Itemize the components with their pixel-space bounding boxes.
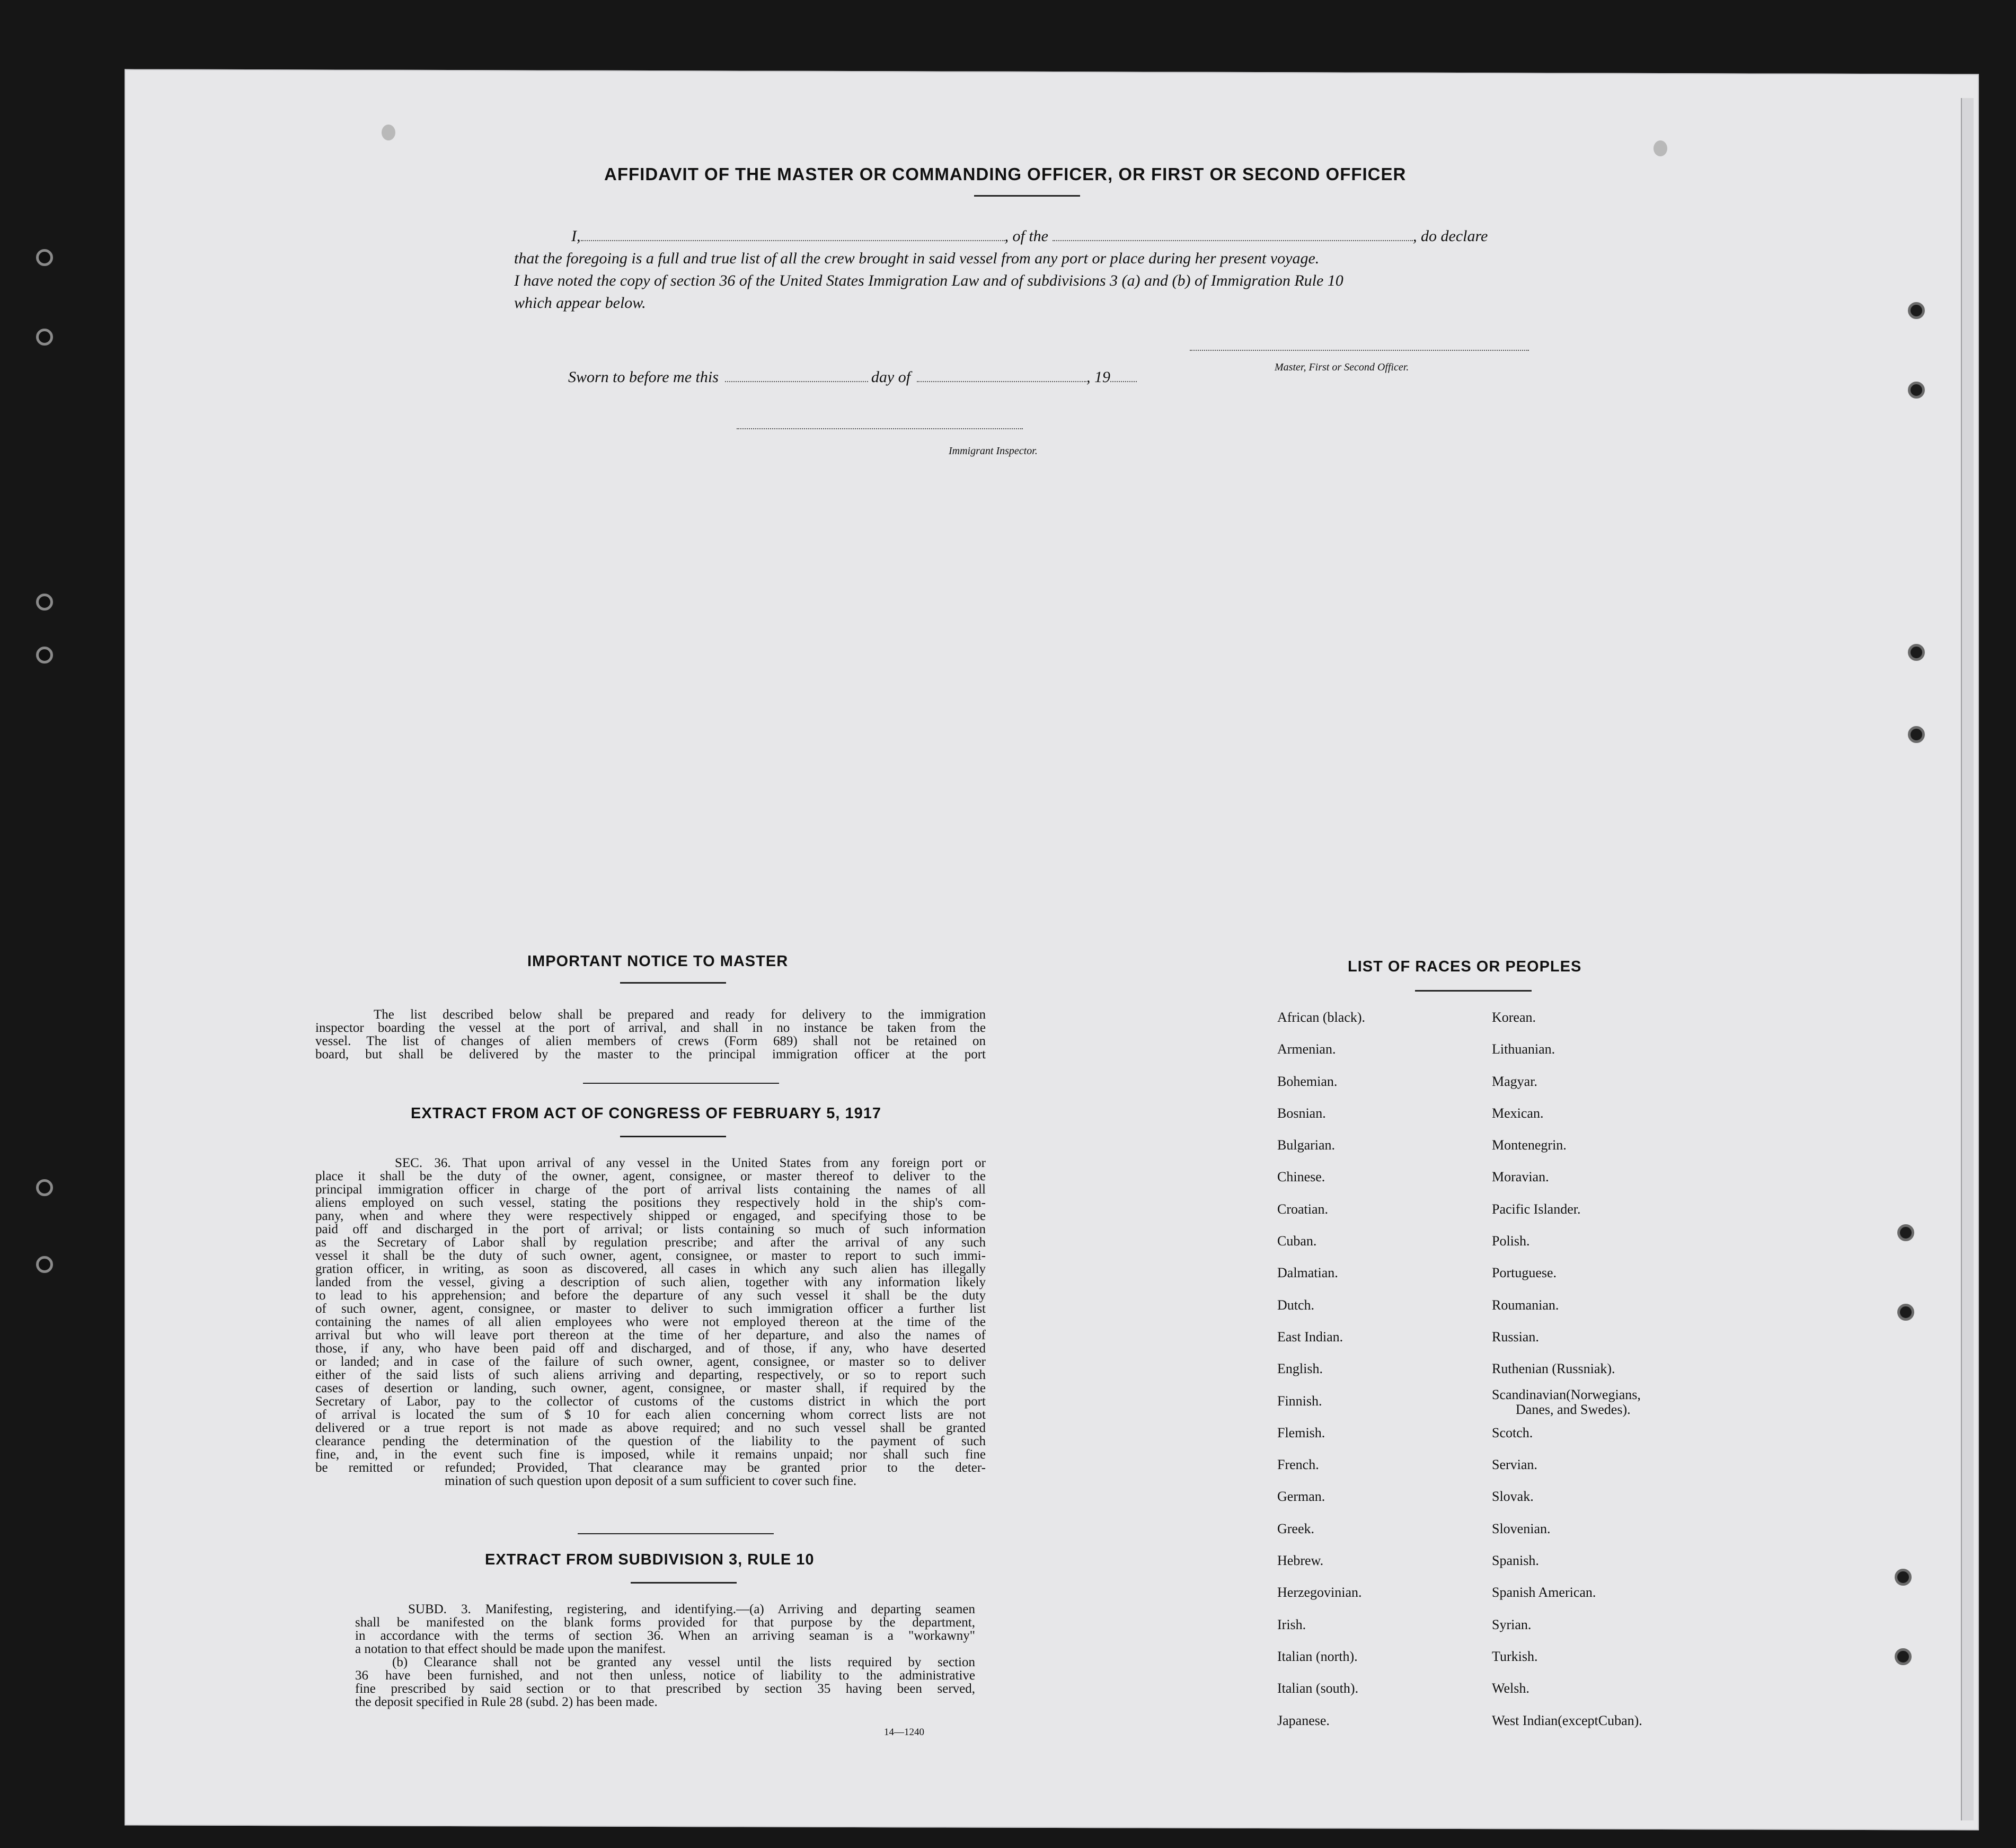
notice-line: vessel. The list of changes of alien members of crews (Form 689) shall not be retained on — [315, 1034, 986, 1048]
day-of-label: day of — [871, 368, 911, 386]
binder-hole — [1908, 644, 1925, 661]
race-item: Finnish. — [1277, 1393, 1322, 1409]
sworn-day-field[interactable] — [725, 381, 868, 382]
act-line: SEC. 36. That upon arrival of any vessel in the United States from any foreign port or — [395, 1156, 986, 1170]
affidavit-line-3: I have noted the copy of section 36 of the United States Immigration Law and of subdivisions 3 (a) and (b) of Immigration Rule 10 — [514, 272, 1343, 289]
act-line: place it shall be the duty of the owner, agent, consignee, or master thereof to deliver to the — [315, 1169, 986, 1183]
master-name-field[interactable] — [581, 240, 1005, 241]
binder-hole — [36, 1256, 53, 1273]
act-line: mination of such question upon deposit of a sum sufficient to cover such fine. — [444, 1474, 857, 1488]
race-item: Portuguese. — [1492, 1265, 1557, 1281]
race-item: Italian (south). — [1277, 1681, 1359, 1696]
race-item: Servian. — [1492, 1457, 1537, 1473]
punch-mark — [1654, 140, 1667, 156]
race-item-multiline — [1492, 1385, 1642, 1417]
sworn-year-field[interactable] — [1110, 381, 1137, 382]
race-item: French. — [1277, 1457, 1319, 1473]
act-end-divider — [578, 1533, 774, 1534]
act-line: be remitted or refunded; Provided, That clearance may be granted prior to the deter- — [315, 1461, 986, 1475]
title-divider — [974, 195, 1080, 197]
year-label: , 19 — [1086, 368, 1111, 386]
race-item: West Indian(exceptCuban). — [1492, 1712, 1642, 1728]
act-line: those, if any, who have been paid off and discharged, and of those, if any, who have deserted — [315, 1341, 986, 1356]
officer-signature-label: Master, First or Second Officer. — [1275, 361, 1409, 373]
binder-hole — [1908, 302, 1925, 319]
of-the-label: , of the — [1004, 227, 1048, 245]
race-item: Slovak. — [1492, 1489, 1534, 1505]
race-item: Spanish American. — [1492, 1585, 1596, 1601]
binder-hole — [36, 647, 53, 664]
race-item: Chinese. — [1277, 1169, 1325, 1185]
act-line: containing the names of all alien employees who were not employed thereon at the time of the — [315, 1315, 986, 1329]
races-title: LIST OF RACES OR PEOPLES — [1348, 958, 1582, 975]
act-line: pany, when and where they were respectively shipped or engaged, and specifying those to be — [315, 1209, 986, 1223]
inspector-signature-label: Immigrant Inspector. — [949, 445, 1038, 457]
notice-divider — [620, 982, 726, 984]
race-item: Spanish. — [1492, 1553, 1539, 1569]
sworn-line — [568, 368, 1137, 386]
race-item: Magyar. — [1492, 1073, 1537, 1089]
race-item: Scandinavian(Norwegians, — [1492, 1386, 1641, 1402]
notice-text — [315, 1008, 986, 1061]
binder-hole — [1895, 1569, 1912, 1586]
race-item: Bohemian. — [1277, 1073, 1338, 1089]
affidavit-body — [514, 225, 1537, 314]
rule-divider — [631, 1582, 737, 1584]
sworn-month-field[interactable] — [917, 381, 1086, 382]
act-line: of arrival is located the sum of $ 10 for each alien concerning whom correct lists are not — [315, 1408, 986, 1422]
affidavit-line-4: which appear below. — [514, 294, 646, 312]
act-line: to lead to his apprehension; and before the departure of any such vessel it shall be the duty — [315, 1288, 986, 1303]
rule-line: a notation to that effect should be made upon the manifest. — [355, 1642, 666, 1656]
race-item: Greek. — [1277, 1520, 1315, 1536]
act-text — [315, 1156, 986, 1488]
form-number: 14—1240 — [884, 1727, 924, 1738]
races-left-column — [1277, 1002, 1365, 1737]
binder-hole — [1897, 1224, 1914, 1241]
binder-hole — [1908, 726, 1925, 743]
race-item: Roumanian. — [1492, 1297, 1559, 1313]
binder-hole — [1897, 1304, 1914, 1321]
binder-hole — [1908, 382, 1925, 399]
binder-hole — [1895, 1648, 1912, 1665]
race-item: Ruthenian (Russniak). — [1492, 1361, 1615, 1377]
notice-line: The list described below shall be prepared and ready for delivery to the immigration — [374, 1007, 986, 1022]
inspector-signature-field[interactable] — [737, 428, 1023, 429]
rule-line: SUBD. 3. Manifesting, registering, and identifying.—(a) Arriving and departing seamen — [408, 1602, 975, 1616]
race-item: English. — [1277, 1361, 1323, 1377]
act-line: landed from the vessel, giving a description of such alien, together with any information likely — [315, 1275, 986, 1289]
punch-mark — [382, 125, 395, 140]
binder-hole — [36, 329, 53, 346]
act-line: or landed; and in case of the failure of such owner, agent, consignee, or master so to deliver — [315, 1355, 986, 1369]
race-item: Lithuanian. — [1492, 1041, 1555, 1057]
affidavit-title: AFFIDAVIT OF THE MASTER OR COMMANDING OFFICER, OR FIRST OR SECOND OFFICER — [604, 164, 1407, 184]
affidavit-line-1 — [514, 225, 1537, 247]
affidavit-line-2: that the foregoing is a full and true list of all the crew brought in said vessel from any port or place during her present voyage. — [514, 250, 1320, 267]
race-item: Dutch. — [1277, 1297, 1315, 1313]
act-line: gration officer, in writing, as soon as discovered, all cases in which any such alien has illegally — [315, 1262, 986, 1276]
sworn-label: Sworn to before me this — [568, 368, 719, 386]
act-line: cases of desertion or landing, such owner, agent, consignee, or master shall, if required by the — [315, 1381, 986, 1395]
race-item: Armenian. — [1277, 1041, 1336, 1057]
do-declare-label: , do declare — [1413, 227, 1488, 245]
act-line: delivered or a true report is not made as above required; and no such vessel shall be granted — [315, 1421, 986, 1435]
race-item: Hebrew. — [1277, 1553, 1324, 1569]
race-item: African (black). — [1277, 1010, 1366, 1025]
race-item: Welsh. — [1492, 1681, 1529, 1696]
rule-line: (b) Clearance shall not be granted any vessel until the lists required by section — [392, 1655, 975, 1669]
race-item: Bosnian. — [1277, 1105, 1326, 1121]
act-line: paid off and discharged in the port of arrival; or lists containing so much of such information — [315, 1222, 986, 1236]
act-line: Secretary of Labor, pay to the collector of customs of the customs district in which the port — [315, 1394, 986, 1409]
i-label: I, — [571, 227, 581, 245]
act-line: clearance pending the determination of the question of the liability to the payment of such — [315, 1434, 986, 1448]
race-item: Herzegovinian. — [1277, 1585, 1362, 1601]
document-page — [125, 69, 1979, 1830]
act-divider — [620, 1136, 726, 1137]
rule-line: the deposit specified in Rule 28 (subd. 2) has been made. — [355, 1695, 658, 1709]
notice-title: IMPORTANT NOTICE TO MASTER — [527, 953, 789, 970]
races-right-column — [1492, 1002, 1642, 1737]
act-line: principal immigration officer in charge of the port of arrival lists containing the names of all — [315, 1182, 986, 1197]
act-line: either of the said lists of such aliens arriving and departing, respectively, or so to report such — [315, 1368, 986, 1382]
race-item: German. — [1277, 1489, 1325, 1505]
act-line: arrival but who will leave port thereon at the time of her departure, and also the names of — [315, 1328, 986, 1342]
race-item: Montenegrin. — [1492, 1137, 1567, 1153]
race-item: Scotch. — [1492, 1425, 1533, 1440]
act-line: of such owner, agent, consignee, or master to deliver to such immigration officer a further list — [315, 1302, 986, 1316]
race-item: Irish. — [1277, 1616, 1306, 1632]
race-item: Turkish. — [1492, 1648, 1538, 1664]
race-item: Moravian. — [1492, 1169, 1549, 1185]
race-item: Cuban. — [1277, 1233, 1317, 1249]
act-line: as the Secretary of Labor shall by regulation prescribe; and after the arrival of any such — [315, 1235, 986, 1250]
binder-hole — [36, 1179, 53, 1196]
act-title: EXTRACT FROM ACT OF CONGRESS OF FEBRUARY 5, 1917 — [411, 1105, 882, 1122]
race-item: Italian (north). — [1277, 1648, 1358, 1664]
race-item: Pacific Islander. — [1492, 1201, 1581, 1217]
race-item: East Indian. — [1277, 1329, 1343, 1345]
race-item: Danes, and Swedes). — [1516, 1401, 1631, 1417]
notice-line: inspector boarding the vessel at the port of arrival, and shall in no instance be taken from the — [315, 1021, 986, 1035]
rule-text — [355, 1603, 975, 1709]
race-item: Korean. — [1492, 1010, 1536, 1025]
race-item: Polish. — [1492, 1233, 1530, 1249]
race-item: Slovenian. — [1492, 1520, 1551, 1536]
race-item: Syrian. — [1492, 1616, 1532, 1632]
race-item: Japanese. — [1277, 1712, 1330, 1728]
race-item: Dalmatian. — [1277, 1265, 1338, 1281]
act-line: aliens employed on such vessel, stating the positions they respectively hold in the ship's com- — [315, 1196, 986, 1210]
officer-signature-field[interactable] — [1190, 350, 1529, 351]
race-item: Russian. — [1492, 1329, 1539, 1345]
act-line: fine, and, in the event such fine is imposed, while it remains unpaid; nor shall such fine — [315, 1447, 986, 1462]
races-divider — [1415, 990, 1532, 992]
rule-line: fine prescribed by said section or to that prescribed by section 35 having been served, — [355, 1682, 975, 1696]
race-item: Flemish. — [1277, 1425, 1325, 1440]
notice-end-divider — [583, 1083, 779, 1084]
page-edge — [1961, 98, 1974, 1820]
notice-line: board, but shall be delivered by the master to the principal immigration officer at the port — [315, 1047, 986, 1062]
act-line: vessel it shall be the duty of such owner, agent, consignee, or master to report to such immi- — [315, 1249, 986, 1263]
race-item: Bulgarian. — [1277, 1137, 1336, 1153]
rule-line: shall be manifested on the blank forms provided for that purpose by the department, — [355, 1615, 975, 1630]
rule-title: EXTRACT FROM SUBDIVISION 3, RULE 10 — [485, 1551, 815, 1568]
vessel-name-field[interactable] — [1053, 240, 1413, 241]
rule-line: in accordance with the terms of section 36. When an arriving seaman is a "workawny" — [355, 1629, 975, 1643]
binder-hole — [36, 594, 53, 611]
binder-hole — [36, 249, 53, 266]
race-item: Mexican. — [1492, 1105, 1544, 1121]
race-item: Croatian. — [1277, 1201, 1329, 1217]
rule-line: 36 have been furnished, and not then unless, notice of liability to the administrative — [355, 1668, 975, 1683]
